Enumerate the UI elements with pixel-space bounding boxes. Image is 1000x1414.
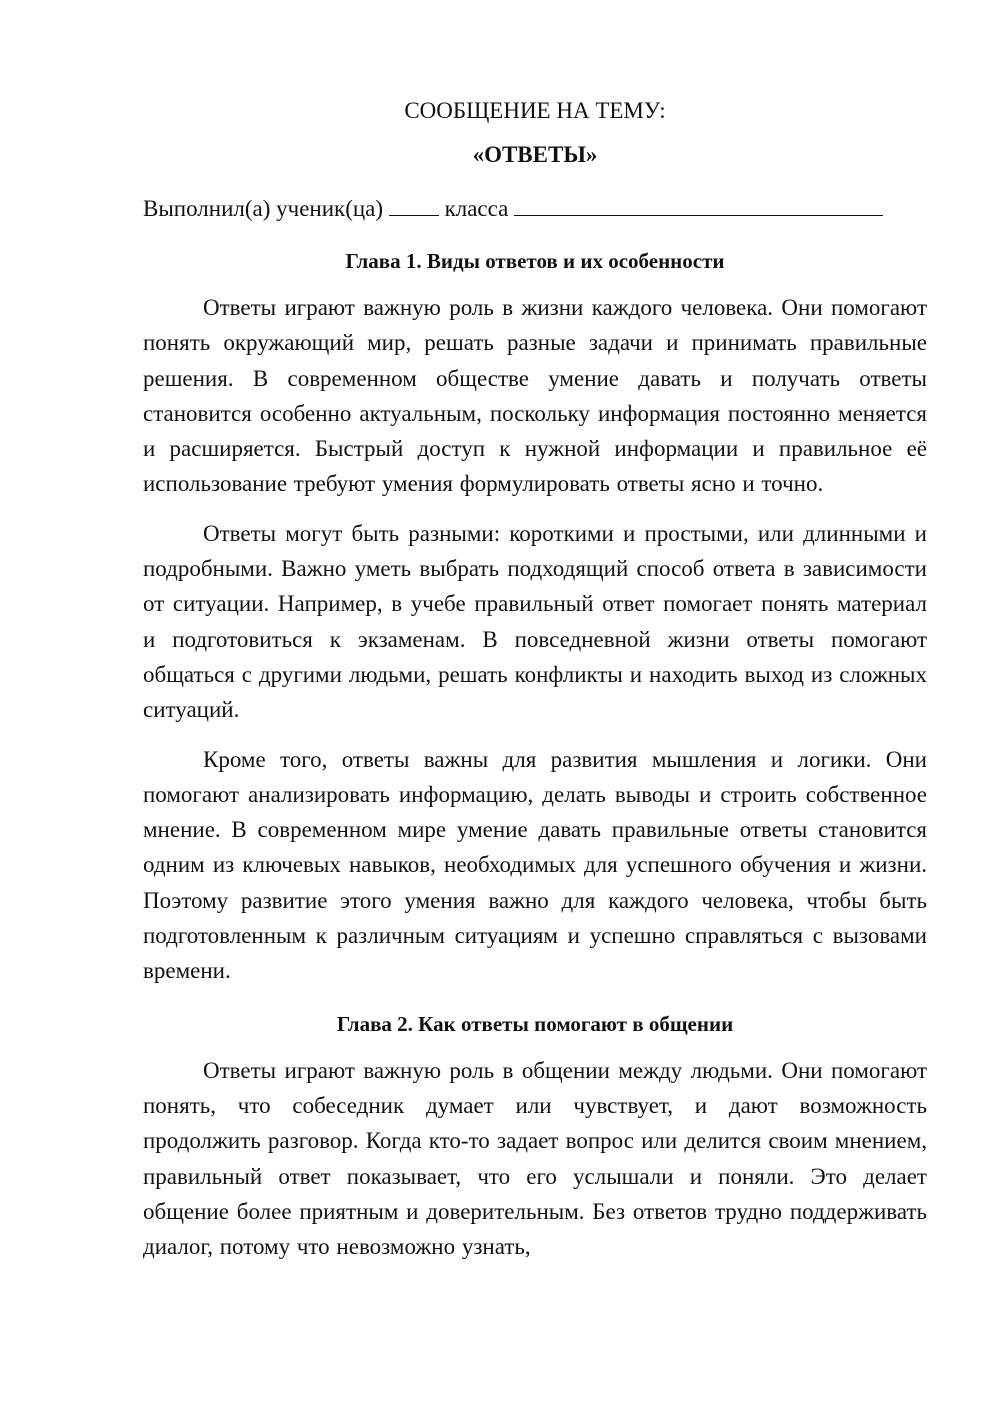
- signature-prefix: Выполнил(а) ученик(ца): [143, 196, 384, 221]
- author-signature-line: [143, 192, 927, 226]
- chapter-1-heading: Глава 1. Виды ответов и их особенности: [345, 249, 725, 273]
- chapter-2-paragraph: Ответы играют важную роль в общении между людьми. Они помогают понять, что собеседник думает или чувствует, и дают возможность продолжить разговор. Когда кто-то задает вопрос или делится своим мнением, правильный ответ показывает, что его услышали и поняли. Это делает общение более приятным и доверительным. Без ответов трудно поддерживать диалог, потому что невозможно узнать,: [143, 1057, 927, 1260]
- chapter-1-paragraph: Ответы играют важную роль в жизни каждого человека. Они помогают понять окружающий мир, решать разные задачи и принимать правильные решения. В современном обществе умение давать и получать ответы становится особенно актуальным, поскольку информация постоянно меняется и расширяется. Быстрый доступ к нужной информации и правильное её использование требуют умения формулировать ответы ясно и точно.: [143, 295, 927, 497]
- signature-class-label: класса: [444, 196, 509, 221]
- chapter-1-paragraph: Ответы могут быть разными: короткими и простыми, или длинными и подробными. Важно уметь выбрать подходящий способ ответа в зависимости от ситуации. Например, в учебе правильный ответ помогает понять материал и подготовиться к экзаменам. В повседневной жизни ответы помогают общаться с другими людьми, решать конфликты и находить выход из сложных ситуаций.: [143, 520, 927, 723]
- student-name-blank: [514, 193, 883, 216]
- chapter-2-heading: Глава 2. Как ответы помогают в общении: [336, 1011, 734, 1036]
- document-subtitle: «ОТВЕТЫ»: [472, 142, 598, 167]
- class-number-blank: [389, 193, 439, 216]
- chapter-1-paragraph: Кроме того, ответы важны для развития мышления и логики. Они помогают анализировать информацию, делать выводы и строить собственное мнение. В современном мире умение давать правильные ответы становится одним из ключевых навыков, необходимых для успешного обучения и жизни. Поэтому развитие этого умения важно для каждого человека, чтобы быть подготовленным к различным ситуациям и успешно справляться с вызовами времени.: [143, 746, 927, 984]
- document-content: [143, 94, 927, 1278]
- document-title: СООБЩЕНИЕ НА ТЕМУ:: [404, 98, 666, 123]
